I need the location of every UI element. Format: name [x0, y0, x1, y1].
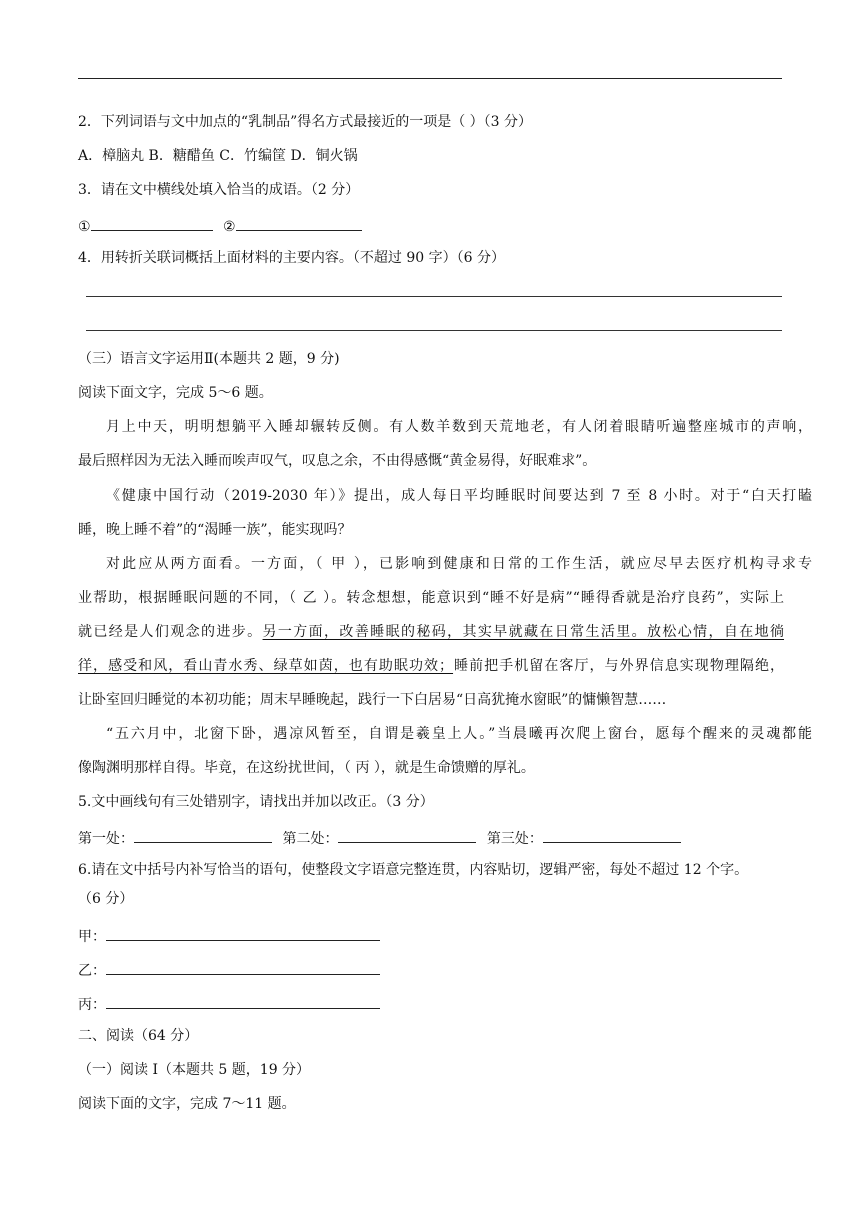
answer-blank-1[interactable] — [91, 214, 213, 231]
passage-p3-line3 — [78, 622, 784, 642]
answer-mark-2: ② — [223, 219, 236, 235]
answer-blank-yi[interactable] — [106, 958, 380, 975]
passage-p1-line1: 月上中天，明明想躺平入睡却辗转反侧。有人数羊数到天荒地老，有人闭着眼睛听遍整座城市的声响， — [106, 419, 812, 435]
answer-label-2: 第二处： — [282, 831, 339, 847]
answer-row-bing — [78, 992, 784, 1015]
part-2-subheading: （一）阅读 I（本题共 5 题，19 分） — [78, 1062, 311, 1078]
answer-blank-first[interactable] — [134, 826, 272, 843]
question-6-stem-line2: （6 分） — [78, 891, 134, 907]
answer-label-yi: 乙： — [78, 963, 106, 979]
passage-p2-line2: 睡，晚上睡不着”的“渴睡一族”，能实现吗？ — [78, 522, 352, 538]
answer-blank-2[interactable] — [236, 214, 362, 231]
header-rule — [78, 78, 782, 79]
answer-row-jia — [78, 924, 784, 947]
answer-label-bing: 丙： — [78, 997, 106, 1013]
question-5-stem: 5.文中画线句有三处错别字，请找出并加以改正。（3 分） — [78, 794, 434, 810]
question-4-stem: 4．用转折关联词概括上面材料的主要内容。（不超过 90 字）（6 分） — [78, 250, 505, 266]
underlined-sentence-part2: 徉，感受和风，看山青水秀、绿草如茵，也有助眠功效； — [78, 658, 454, 674]
question-3-answer-row — [78, 214, 784, 237]
answer-mark-1: ① — [78, 219, 91, 235]
passage-p3-line3-plain: 就已经是人们观念的进步。 — [78, 624, 263, 640]
underlined-sentence-part1: 另一方面，改善睡眠的秘码，其实早就藏在日常生活里。放松心情，自在地徜 — [262, 624, 785, 640]
answer-line-1[interactable] — [86, 296, 782, 297]
passage-p3-line1: 对此应从两方面看。一方面，（ 甲 ），已影响到健康和日常的工作生活，就应尽早去医疗机构寻求专 — [106, 556, 812, 572]
passage-p1-line2: 最后照样因为无法入睡而唉声叹气，叹息之余，不由得感慨“黄金易得，好眠难求”。 — [78, 453, 597, 469]
passage-p3-line5: 让卧室回归睡觉的本初功能；周末早睡晚起，践行一下白居易“日高犹掩水窗眠”的慵懒智慧…… — [78, 692, 667, 708]
answer-blank-bing[interactable] — [106, 992, 380, 1009]
passage-p3-line4 — [78, 656, 784, 676]
question-2-options: A．樟脑丸 B．糖醋鱼 C．竹编筐 D．铜火锅 — [78, 148, 358, 164]
passage-p4-line2: 像陶渊明那样自得。毕竟，在这纷扰世间，（ 丙 ），就是生命馈赠的厚礼。 — [78, 760, 535, 776]
passage-p2-line1: 《健康中国行动（2019-2030 年）》提出，成人每日平均睡眠时间要达到 7 至 8 小时。对于“白天打瞌 — [106, 488, 812, 504]
answer-row-yi — [78, 958, 784, 981]
question-6-stem-line1: 6.请在文中括号内补写恰当的语句，使整段文字语意完整连贯，内容贴切，逻辑严密，每处不超过 12 个字。 — [78, 862, 749, 878]
question-2-stem: 2．下列词语与文中加点的“乳制品”得名方式最接近的一项是（ ）（3 分） — [78, 114, 533, 130]
answer-label-jia: 甲： — [78, 929, 106, 945]
part-2-instruction: 阅读下面的文字，完成 7～11 题。 — [78, 1096, 296, 1112]
part-2-heading: 二、阅读（64 分） — [78, 1028, 199, 1044]
passage-p3-line4-plain: 睡前把手机留在客厅，与外界信息实现物理隔绝， — [453, 658, 785, 674]
section-3-heading: （三）语言文字运用Ⅱ(本题共 2 题，9 分) — [78, 351, 340, 367]
passage-p3-line2: 业帮助，根据睡眠问题的不同，（ 乙 ）。转念想想，能意识到“睡不好是病”“睡得香就是治疗良药”，实际上 — [78, 590, 784, 606]
answer-line-2[interactable] — [86, 330, 782, 331]
answer-blank-third[interactable] — [543, 826, 681, 843]
answer-label-3: 第三处： — [486, 831, 543, 847]
question-5-answer-row — [78, 826, 784, 849]
answer-blank-second[interactable] — [338, 826, 476, 843]
answer-label-1: 第一处： — [78, 831, 134, 847]
passage-p4-line1: “五六月中，北窗下卧，遇凉风暂至，自谓是羲皇上人。”当晨曦再次爬上窗台，愿每个醒来的灵魂都能 — [106, 726, 812, 742]
question-3-stem: 3．请在文中横线处填入恰当的成语。（2 分） — [78, 182, 360, 198]
answer-blank-jia[interactable] — [106, 924, 380, 941]
section-3-instruction: 阅读下面文字，完成 5～6 题。 — [78, 385, 273, 401]
